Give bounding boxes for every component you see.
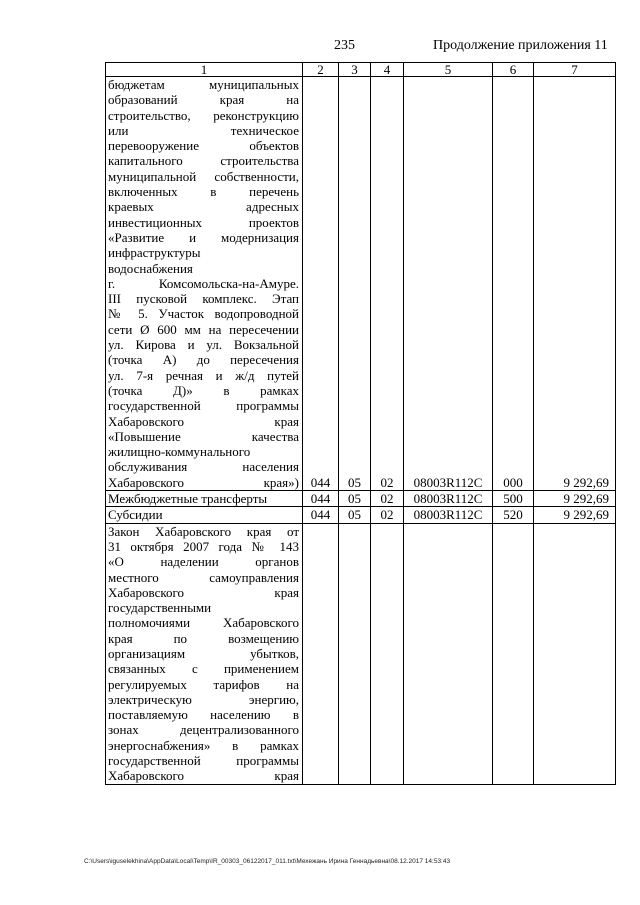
cell-target-article: 08003R112С (404, 491, 493, 507)
description-line: государственной программы (108, 753, 299, 769)
cell-expense-type: 000 (493, 77, 534, 491)
cell-target-article: 08003R112С (404, 507, 493, 523)
description-line: Закон Хабаровского края от (108, 523, 299, 539)
description-line: инфраструктуры (108, 245, 201, 261)
table-row (106, 77, 616, 491)
description-line: (точка А) до пересечения (108, 352, 299, 368)
description-line: водоснабжения (108, 260, 193, 276)
cell-subsection: 02 (371, 507, 404, 523)
row-description (106, 523, 303, 784)
description-line: г. Комсомольска-на-Амуре. (108, 275, 299, 291)
description-line: капитального строительства (108, 153, 299, 169)
row-description: Субсидии (106, 507, 303, 523)
description-line: жилищно-коммунального (108, 444, 251, 460)
description-line: энергоснабжения» в рамках (108, 737, 299, 753)
column-header: 5 (404, 63, 493, 77)
page-number: 235 (334, 38, 355, 53)
cell-amount: 9 292,69 (534, 507, 616, 523)
column-header: 2 (303, 63, 339, 77)
description-line: III пусковой комплекс. Этап (108, 291, 299, 307)
column-header: 6 (493, 63, 534, 77)
description-line: зонах децентрализованного (108, 722, 299, 738)
table-row (106, 507, 616, 523)
description-line: полномочиями Хабаровского (108, 615, 299, 631)
table-header-row (106, 63, 616, 77)
file-path-footer: C:\Users\iguselekhina\AppData\Local\Temp\IR_00303_06122017_011.txt\Мехежань Ирина Геннадьевна\08.12.2017 14:53:43 (84, 858, 451, 865)
cell-section: 05 (339, 491, 371, 507)
cell-amount: 9 292,69 (534, 77, 616, 491)
cell-ministry-code: 044 (303, 507, 339, 523)
description-line: края по возмещению (108, 630, 299, 646)
cell-expense-type: 520 (493, 507, 534, 523)
description-line: включенных в перечень (108, 184, 299, 200)
cell-target-article: 08003R112С (404, 77, 493, 491)
description-line: «О наделении органов (108, 554, 299, 570)
cell-target-article (404, 523, 493, 784)
description-line: бюджетам муниципальных (108, 77, 299, 92)
cell-section: 05 (339, 77, 371, 491)
row-description (106, 77, 303, 491)
budget-table (105, 62, 616, 785)
description-line: ул. Кирова и ул. Вокзальной (108, 337, 299, 353)
description-line: (точка Д)» в рамках (108, 382, 299, 398)
table-row (106, 523, 616, 784)
description-line: обслуживания населения (108, 459, 299, 475)
description-line: местного самоуправления (108, 569, 299, 585)
description-line: сети Ø 600 мм на пересечении (108, 321, 299, 337)
column-header: 4 (371, 63, 404, 77)
description-line: государственными (108, 600, 212, 616)
row-description: Межбюджетные трансферты (106, 491, 303, 507)
description-line: «Развитие и модернизация (108, 229, 299, 245)
description-line: 31 октября 2007 года № 143 (108, 538, 299, 554)
cell-section: 05 (339, 507, 371, 523)
description-line: краевых адресных (108, 199, 299, 215)
continuation-title: Продолжение приложения 11 (433, 38, 608, 53)
description-line: перевооружение объектов (108, 138, 299, 154)
column-header: 7 (534, 63, 616, 77)
description-line: Хабаровского края (108, 413, 299, 429)
description-line: электрическую энергию, (108, 691, 299, 707)
description-line: Хабаровского края (108, 768, 299, 784)
cell-subsection: 02 (371, 77, 404, 491)
cell-expense-type: 500 (493, 491, 534, 507)
description-line: поставляемую населению в (108, 707, 299, 723)
description-line: государственной программы (108, 398, 299, 414)
description-line: регулируемых тарифов на (108, 676, 299, 692)
cell-amount (534, 523, 616, 784)
description-line: инвестиционных проектов (108, 214, 299, 230)
cell-amount: 9 292,69 (534, 491, 616, 507)
description-line: строительство, реконструкцию (108, 107, 299, 123)
cell-ministry-code: 044 (303, 77, 339, 491)
cell-expense-type (493, 523, 534, 784)
column-header: 1 (106, 63, 303, 77)
description-line: организациям убытков, (108, 645, 299, 661)
table-row (106, 491, 616, 507)
description-line: ул. 7-я речная и ж/д путей (108, 367, 299, 383)
cell-subsection: 02 (371, 491, 404, 507)
cell-subsection (371, 523, 404, 784)
cell-section (339, 523, 371, 784)
description-line: «Повышение качества (108, 428, 299, 444)
description-line: № 5. Участок водопроводной (108, 306, 299, 322)
description-line: Хабаровского края») (108, 474, 299, 490)
description-line: образований края на (108, 92, 299, 108)
description-line: Хабаровского края (108, 584, 299, 600)
cell-ministry-code (303, 523, 339, 784)
description-line: муниципальной собственности, (108, 168, 299, 184)
description-line: или техническое (108, 122, 299, 138)
cell-ministry-code: 044 (303, 491, 339, 507)
column-header: 3 (339, 63, 371, 77)
description-line: связанных с применением (108, 661, 299, 677)
